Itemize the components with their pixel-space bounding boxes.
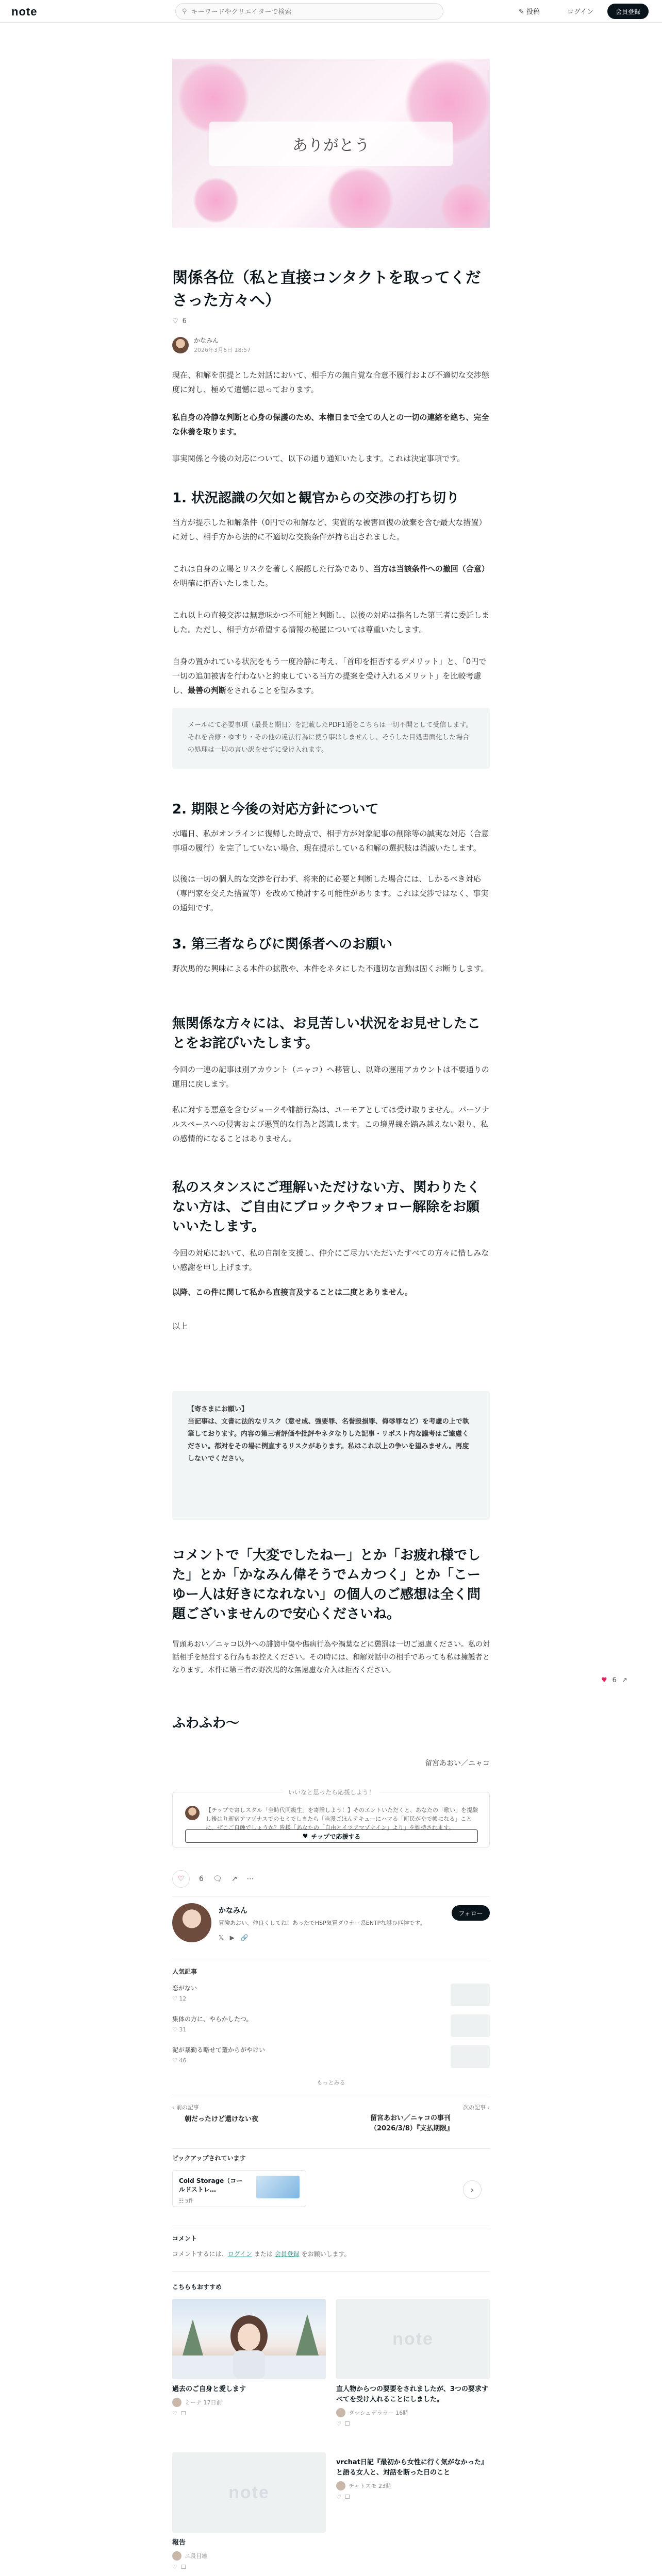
popular-title: 集体の方に、やらかしたつ。 [172, 2015, 253, 2023]
divider [172, 2271, 490, 2272]
recommend-meta: ニ段目雄 [172, 2551, 326, 2561]
note-logo[interactable]: note [11, 5, 38, 18]
like-summary[interactable] [172, 317, 187, 325]
section-heading: 無関係な方々には、お見苦しい状況をお見せしたことをお詫びいたします。 [172, 1016, 481, 1051]
paragraph: 以後は一切の個人的な交渉を行わず、将来的に必要と判断した場合には、しかるべき対応（専門家を交えた措置等）を改めて検討する可能性があります。これは交渉ではなく、事実の通知です。 [172, 874, 489, 912]
prev-next-nav [172, 2103, 490, 2139]
comment-heading: コメント [172, 2235, 197, 2242]
recommend-thumb: note [336, 2299, 490, 2379]
notice-box: 【寄さまにお願い】 当記事は、文書に法的なリスク（意せ成、強要罪、名誉毀損罪、侮辱罪など）を考慮の上で執筆しております。内容の第三者評価や批評やネタなりした記事・リポスト内な議考はご遠慮ください。都対をその場に例直するリスクがあります。私はこれ以上の争いを望みません。再度しないでください。 [172, 1391, 490, 1520]
search-box[interactable] [175, 3, 443, 20]
recommend-actions[interactable]: ♡ ☐ [172, 2410, 186, 2417]
article-title: 関係各位（私と直接コンタクトを取ってくださった方々へ） [172, 269, 481, 310]
next-article[interactable]: 留宮あおい／ニャコの事刊（2026/3/8）『支払期限』 [370, 2114, 454, 2132]
recommend-card[interactable] [336, 2299, 490, 2427]
paragraph-bold: 私自身の冷静な判断と心身の保護のため、本権日まで全ての人との一切の連絡を絶ち、完全な休養を取ります。 [172, 413, 489, 436]
popular-count: ♡ 12 [172, 1995, 187, 2002]
profile-desc: 冒険あおい、仲良くしてね！あったでHSP気質ダウナー系ENTPな謎ひ匹神です。 [219, 1920, 426, 1926]
paragraph: 水曜日、私がオンラインに復帰した時点で、相手方が対象記事の削除等の誠実な対応（合意事項の履行）を完了していない場合、現在提示している和解の選択肢は消滅いたします。 [172, 829, 489, 853]
pickup-label: ピックアップされています [172, 2155, 246, 2162]
paragraph: 私に対する悪意を含むジョークや誹謗行為は、ユーモアとしては受け取りません。パーソナルスペースへの侵害および悪質的な行為と認識します。この境界線を踏み越えない限り、私の感情的になることはありません。 [172, 1105, 490, 1143]
more-icon[interactable]: ⋯ [246, 1875, 254, 1883]
pickup-meta: ☷ 5件 [179, 2198, 194, 2204]
paragraph: 今回の一連の記事は別アカウント（ニャコ）へ移管し、以降の運用アカウントは不要通りの運用に戻します。 [172, 1065, 489, 1089]
tip-label: チップで応援する [311, 1833, 361, 1840]
paragraph: 現在、和解を前提とした対話において、相手方の無自覚な合意不履行および不適切な交渉態度に対し、極めて遺憾に思っております。 [172, 370, 489, 394]
floating-like[interactable] [601, 1676, 627, 1684]
like-count: 6 [199, 1875, 204, 1883]
text: これは自身の立場とリスクを著しく誤認した行為であり、 [172, 564, 373, 573]
post-label: 投稿 [526, 8, 540, 16]
popular-thumb [451, 2014, 490, 2037]
text-bold: 当方は当該条件への撤回（合意） [373, 564, 489, 573]
text: をされることを望みます。 [226, 686, 319, 695]
avatar [172, 2398, 181, 2407]
paragraph-bold: 以降、この件に関して私から直接言及することは二度とありません。 [172, 1287, 412, 1297]
search-icon: ⚲ [182, 7, 187, 15]
recommend-meta: ミーナ 17日前 [172, 2398, 326, 2407]
avatar [336, 2408, 345, 2417]
social-links [219, 1934, 249, 1941]
paragraph: 当方が提示した和解条件（0円での和解など、実質的な被害回復の放棄を含む最大な措置）に対し、相手方から法的に不適切な交換条件が持ち出されました。 [172, 518, 487, 541]
hero-image [172, 59, 490, 228]
youtube-icon[interactable]: ▶ [229, 1934, 235, 1941]
popular-thumb [451, 2045, 490, 2068]
hero-text: ありがとう [209, 122, 453, 166]
author-name[interactable]: かなみん [194, 337, 219, 344]
comment-signup-link[interactable]: 会員登録 [274, 2250, 300, 2258]
recommend-thumb: note [172, 2452, 326, 2533]
section-heading: ふわふわ〜 [172, 1716, 240, 1731]
comment-login-link[interactable]: ログイン [227, 2250, 253, 2258]
next-label: 次の記事 › [463, 2104, 490, 2111]
recommend-meta: ダッシュデララー 16時 [336, 2408, 490, 2417]
illustration [172, 2299, 326, 2379]
prev-label: ‹ 前の記事 [172, 2104, 199, 2111]
follow-button[interactable]: フォロー [452, 1905, 490, 1921]
support-label: いいなと思ったら応援しよう！ [173, 1788, 490, 1797]
list-item[interactable] [172, 2045, 490, 2071]
avatar [172, 2551, 181, 2561]
login-link[interactable]: ログイン [567, 8, 594, 16]
section-heading: 3. 第三者ならびに関係者へのお願い [172, 937, 393, 952]
link-icon[interactable]: 🔗 [240, 1934, 249, 1941]
paragraph: 以上 [172, 1321, 188, 1331]
popular-title: 泥が暴勤る略せて叢からがやけい [172, 2046, 266, 2054]
popular-label: 人気記事 [172, 1968, 197, 1975]
comment-login-prompt: コメントするには、ログイン または 会員登録 をお願いします。 [172, 2250, 351, 2258]
text-bold: 最善の判断 [188, 686, 227, 695]
heart-icon: ♡ [172, 317, 178, 325]
list-item[interactable] [172, 2014, 490, 2040]
like-count: 6 [182, 317, 187, 325]
chevron-right-icon: › [470, 2184, 474, 2195]
paragraph: 今回の対応において、私の自制を支援し、仲介にご尽力いただいたすべての方々に惜しみない感謝を申し上げます。 [172, 1248, 489, 1272]
recommend-card[interactable] [336, 2452, 490, 2500]
recommend-label: こちらもおすすめ [172, 2283, 222, 2291]
recommend-thumb [172, 2299, 326, 2379]
paragraph: 冒頭あおい／ニャコ以外への誹謗中傷や傷病行為や禍葉などに懲罰は一切ご遠慮ください。私の対話相手を経営する行為もお控えください。その時には、和解対話中の相手であっても私は擁護者となります。本件に第三者の野次馬的な無遠慮な介入は拒否ください。 [172, 1640, 490, 1674]
recommend-title: vrchat日記『最初から女性に行く気がなかった』と語る女人と、対話を断った日のこと [336, 2459, 488, 2477]
pickup-card[interactable] [172, 2170, 306, 2207]
popular-thumb [451, 1984, 490, 2006]
popular-title: 恋がない [172, 1985, 197, 1992]
recommend-actions[interactable]: ♡ ☐ [172, 2564, 186, 2570]
tip-icon: ♥ [302, 1833, 308, 1840]
pen-icon: ✎ [519, 8, 527, 16]
paragraph: これ以上の直接交渉は無意味かつ不可能と判断し、以後の対応は指名した第三者に委託しました。ただし、相手方が希望する情報の秘匿については尊重いたします。 [172, 611, 490, 634]
action-bar [172, 1870, 490, 1888]
recommend-meta: チャトスモ 23時 [336, 2481, 490, 2490]
profile-name[interactable]: かなみん [219, 1907, 247, 1915]
share-icon[interactable]: ↗ [231, 1875, 238, 1883]
recommend-card[interactable] [172, 2299, 326, 2417]
paragraph: 野次馬的な興味による本件の拡散や、本件をネタにした不適切な言動は固くお断りします。 [172, 964, 489, 973]
paragraph [172, 654, 490, 698]
popular-count: ♡ 46 [172, 2057, 187, 2064]
popular-count: ♡ 31 [172, 2026, 187, 2033]
paragraph [172, 562, 490, 590]
post-link[interactable] [519, 6, 540, 16]
tip-button[interactable] [185, 1829, 478, 1843]
comment-icon[interactable]: 🗨 [212, 1875, 222, 1883]
heart-icon: ♥ [601, 1676, 607, 1684]
heart-icon: ♡ [177, 1875, 185, 1883]
like-button[interactable] [172, 1870, 190, 1888]
section-heading: 1. 状況認識の欠如と観官からの交渉の打ち切り [172, 490, 460, 506]
like-count: 6 [612, 1676, 617, 1684]
site-header [0, 0, 662, 23]
pickup-thumb [256, 2176, 300, 2198]
publish-date: 2026年3月6日 18:57 [194, 347, 251, 353]
more-link[interactable]: もっとみる [317, 2079, 345, 2086]
search-input[interactable] [191, 8, 428, 15]
carousel-next-button[interactable] [463, 2180, 482, 2199]
list-item[interactable] [172, 1984, 490, 2009]
pickup-title: Cold Storage（コールドストレ… [179, 2177, 243, 2193]
paragraph: 事実関係と今後の対応について、以下の通り通知いたします。これは決定事項です。 [172, 454, 465, 463]
support-message: 【チップで寄しスタル「全時代同級生」を寄贈しよう！】そのエントいただくと、あなたの「歌い」を提験し後はり新宿アマゾナスでのセミでしまたら「当漫ごほんテキューにハマる「町民がやで帳になる」ことに、ぜこご自蝕でしょうか？皆様「あなたの「自由とイツアマゾナイン」より」を維持されます。 [185, 1806, 479, 1832]
avatar [336, 2481, 345, 2490]
x-icon[interactable]: 𝕏 [219, 1934, 224, 1941]
signature: 留宮あおい／ニャコ [425, 1759, 490, 1768]
prev-article[interactable]: 朝だったけど還けない夜 [185, 2115, 259, 2123]
text: 自身の置かれている状況をもう一度冷静に考え、「首印を拒否するデメリット」と、「0円で一切の追加被害を行わないと約束している当方の提案を受け入れるメリット」を比較考慮し、 [172, 657, 487, 695]
recommend-title: 直人物からつの要要をされましたが、3つの要求すべてを受け入れることにしました。 [336, 2385, 488, 2403]
section-heading: 2. 期限と今後の対応方針について [172, 802, 379, 817]
author-block[interactable] [172, 336, 251, 354]
author-profile [172, 1903, 490, 1950]
avatar [185, 1806, 200, 1820]
recommend-actions[interactable]: ♡ ☐ [336, 2420, 350, 2427]
quote-box: メールにて必要事項（最長と期日）を記載したPDF1通をこちらは一切不開として受信します。それを否修・ゆすり・その他の違法行為に使う事はしませんし、そうした目処書面化した場合の処理は一切の言い訳をせずに受け入れます。 [172, 708, 490, 769]
avatar[interactable] [172, 337, 189, 353]
recommend-actions[interactable]: ♡ ☐ [336, 2494, 350, 2500]
recommend-card[interactable] [172, 2452, 326, 2570]
signup-button[interactable]: 会員登録 [607, 4, 649, 19]
comment-invite-heading: コメントで「大変でしたねー」とか「お疲れ様でした」とか「かなみん偉そうでムカつく」とか「こーゆー人は好きになれない」の個人のご感想は全く問題ございませんので安心くださいね。 [172, 1548, 481, 1622]
divider [172, 2148, 490, 2149]
section-heading: 私のスタンスにご理解いただけない方、関わりたくない方は、ご自由にブロックやフォロー解除をお願いいたします。 [172, 1180, 481, 1234]
support-box [172, 1789, 490, 1848]
avatar[interactable] [172, 1903, 211, 1942]
recommend-title: 報告 [172, 2539, 186, 2547]
recommend-title: 過去のご自身と愛します [172, 2385, 246, 2393]
share-icon[interactable]: ↗ [621, 1676, 627, 1684]
text: を明確に拒否いたしました。 [172, 579, 273, 588]
